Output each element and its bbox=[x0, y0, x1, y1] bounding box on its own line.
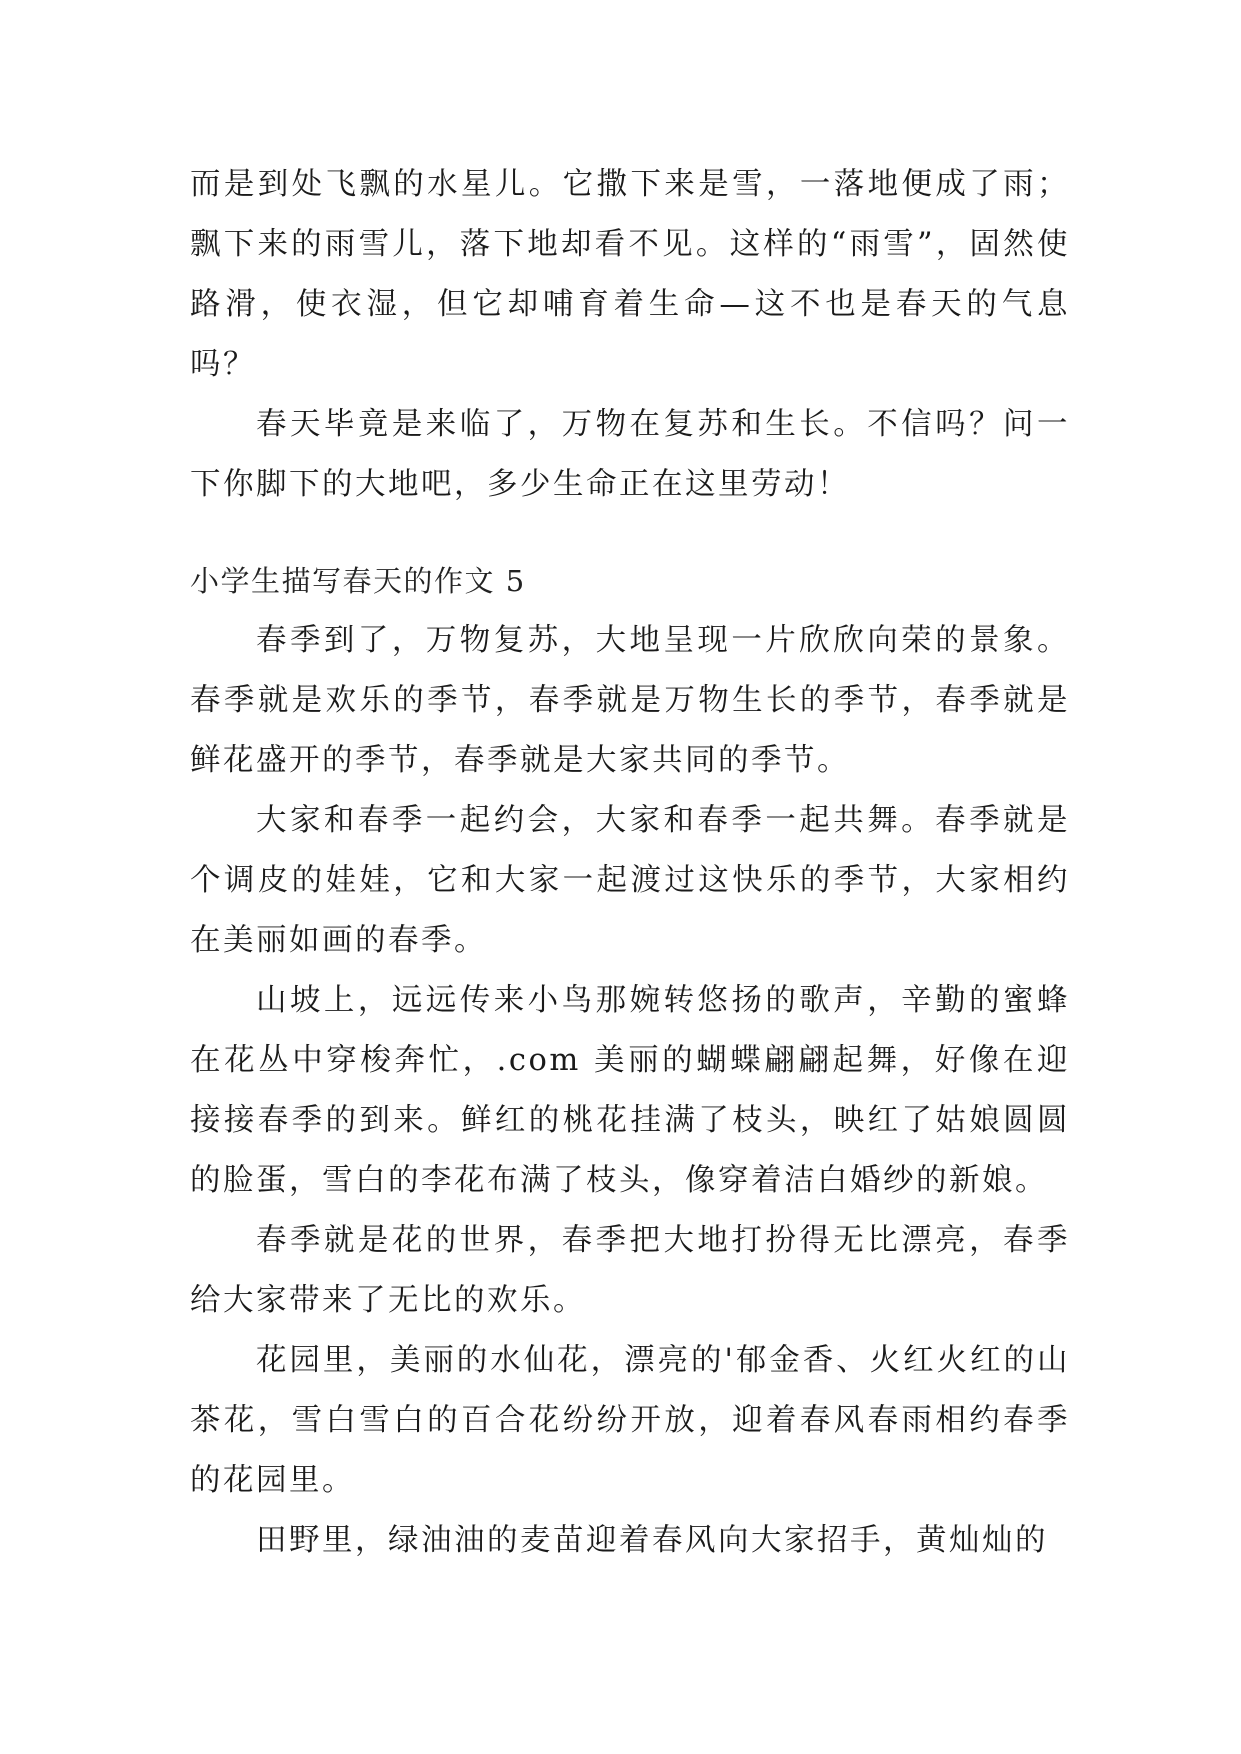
paragraph-continued: 而是到处飞飘的水星儿。它撒下来是雪，一落地便成了雨；飘下来的雨雪儿，落下地却看不见。这样的“雨雪”，固然使路滑，使衣湿，但它却哺育着生命—这不也是春天的气息吗？ bbox=[190, 167, 1070, 382]
section-heading: 小学生描写春天的作文 5 bbox=[190, 564, 526, 598]
paragraph-6: 田野里，绿油油的麦苗迎着春风向大家招手，黄灿灿的 bbox=[256, 1523, 1048, 1558]
text-column bbox=[190, 155, 1070, 1571]
section-spacer bbox=[190, 515, 1070, 551]
paragraph-5: 花园里，美丽的水仙花，漂亮的'郁金香、火红火红的山茶花，雪白雪白的百合花纷纷开放，迎着春风春雨相约春季的花园里。 bbox=[190, 1343, 1070, 1498]
paragraph-spring-arrived: 春天毕竟是来临了，万物在复苏和生长。不信吗？问一下你脚下的大地吧，多少生命正在这里劳动！ bbox=[190, 407, 1070, 502]
paragraph-2: 大家和春季一起约会，大家和春季一起共舞。春季就是个调皮的娃娃，它和大家一起渡过这快乐的季节，大家相约在美丽如画的春季。 bbox=[190, 803, 1070, 958]
paragraph-1: 春季到了，万物复苏，大地呈现一片欣欣向荣的景象。春季就是欢乐的季节，春季就是万物生长的季节，春季就是鲜花盛开的季节，春季就是大家共同的季节。 bbox=[190, 623, 1070, 778]
paragraph-3: 山坡上，远远传来小鸟那婉转悠扬的歌声，辛勤的蜜蜂在花丛中穿梭奔忙，.com 美丽的蝴蝶翩翩起舞，好像在迎接接春季的到来。鲜红的桃花挂满了枝头，映红了姑娘圆圆的脸蛋，雪白的李花布满了枝头，像穿着洁白婚纱的新娘。 bbox=[190, 983, 1070, 1198]
paragraph-4: 春季就是花的世界，春季把大地打扮得无比漂亮，春季给大家带来了无比的欢乐。 bbox=[190, 1223, 1070, 1318]
